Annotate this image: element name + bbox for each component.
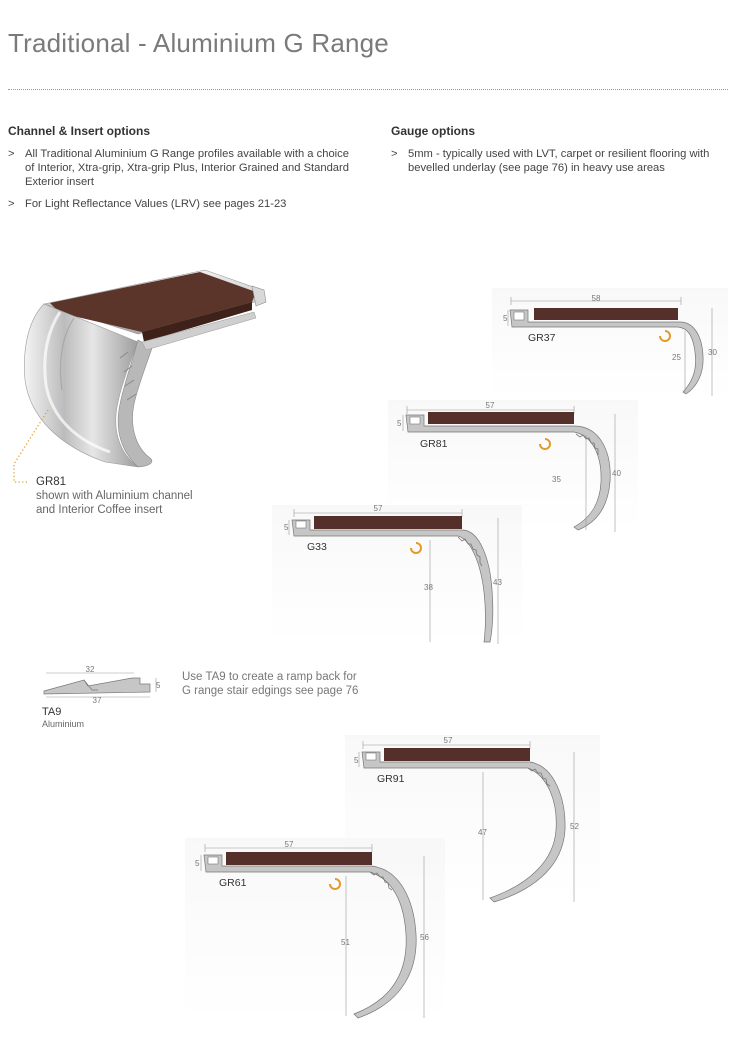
channel-insert-heading: Channel & Insert options — [8, 124, 151, 138]
hero-caption-line1: shown with Aluminium channel — [36, 490, 193, 502]
gr61-depth-inner-label: 51 — [341, 938, 350, 947]
profile-ta9 — [44, 673, 156, 697]
g33-gauge-label: 5 — [284, 523, 289, 532]
gr81-code-label: GR81 — [420, 438, 448, 450]
hero-product-image — [24, 270, 266, 467]
bullet-marker: > — [8, 198, 15, 210]
hero-caption-line2: and Interior Coffee insert — [36, 504, 163, 516]
gr61-code-label: GR61 — [219, 877, 247, 889]
gr81-depth-inner-label: 35 — [552, 475, 561, 484]
gr61-width-label: 57 — [284, 840, 294, 849]
gr37-code-label: GR37 — [528, 332, 556, 344]
list-item: > All Traditional Aluminium G Range profiles available with a choice of Interior, Xtra-grip, Xtra-grip Plus, Interior Grained and Standard Exterior insert — [8, 148, 349, 188]
page-title: Traditional - Aluminium G Range — [8, 28, 389, 58]
gr91-code-label: GR91 — [377, 773, 405, 785]
gr37-depth-inner-label: 25 — [672, 353, 681, 362]
gr61-depth-outer-label: 56 — [420, 933, 429, 942]
bullet-marker: > — [391, 148, 398, 160]
list-item: > 5mm - typically used with LVT, carpet or resilient flooring with bevelled underlay (see page 76) in heavy use areas — [391, 148, 710, 174]
g33-depth-inner-label: 38 — [424, 583, 433, 592]
hero-caption — [36, 475, 193, 517]
list-item: > For Light Reflectance Values (LRV) see pages 21-23 — [8, 198, 287, 210]
ta9-height-label: 5 — [156, 681, 161, 690]
ta9-code: TA9 — [42, 706, 62, 718]
g33-width-label: 57 — [373, 504, 383, 513]
gr91-width-label: 57 — [443, 736, 453, 745]
profile-g33 — [272, 505, 522, 645]
profile-gr61 — [185, 838, 445, 1023]
gr81-width-label: 57 — [485, 401, 495, 410]
gr91-gauge-label: 5 — [354, 756, 359, 765]
ta9-bottom-width-label: 37 — [92, 696, 102, 705]
gr81-gauge-label: 5 — [397, 419, 402, 428]
hero-code: GR81 — [36, 476, 67, 488]
gr81-depth-outer-label: 40 — [612, 469, 621, 478]
gr37-width-label: 58 — [591, 294, 601, 303]
g33-code-label: G33 — [307, 541, 327, 553]
gr91-depth-inner-label: 47 — [478, 828, 487, 837]
gr37-depth-outer-label: 30 — [708, 348, 717, 357]
ta9-note: Use TA9 to create a ramp back for G range stair edgings see page 76 — [182, 671, 359, 697]
g33-depth-outer-label: 43 — [493, 578, 502, 587]
gr37-gauge-label: 5 — [503, 314, 508, 323]
bullet-marker: > — [8, 148, 15, 160]
ta9-material: Aluminium — [42, 719, 85, 729]
gr61-gauge-label: 5 — [195, 859, 200, 868]
gauge-heading: Gauge options — [391, 124, 475, 138]
gr91-depth-outer-label: 52 — [570, 822, 579, 831]
ta9-top-width-label: 32 — [85, 665, 95, 674]
